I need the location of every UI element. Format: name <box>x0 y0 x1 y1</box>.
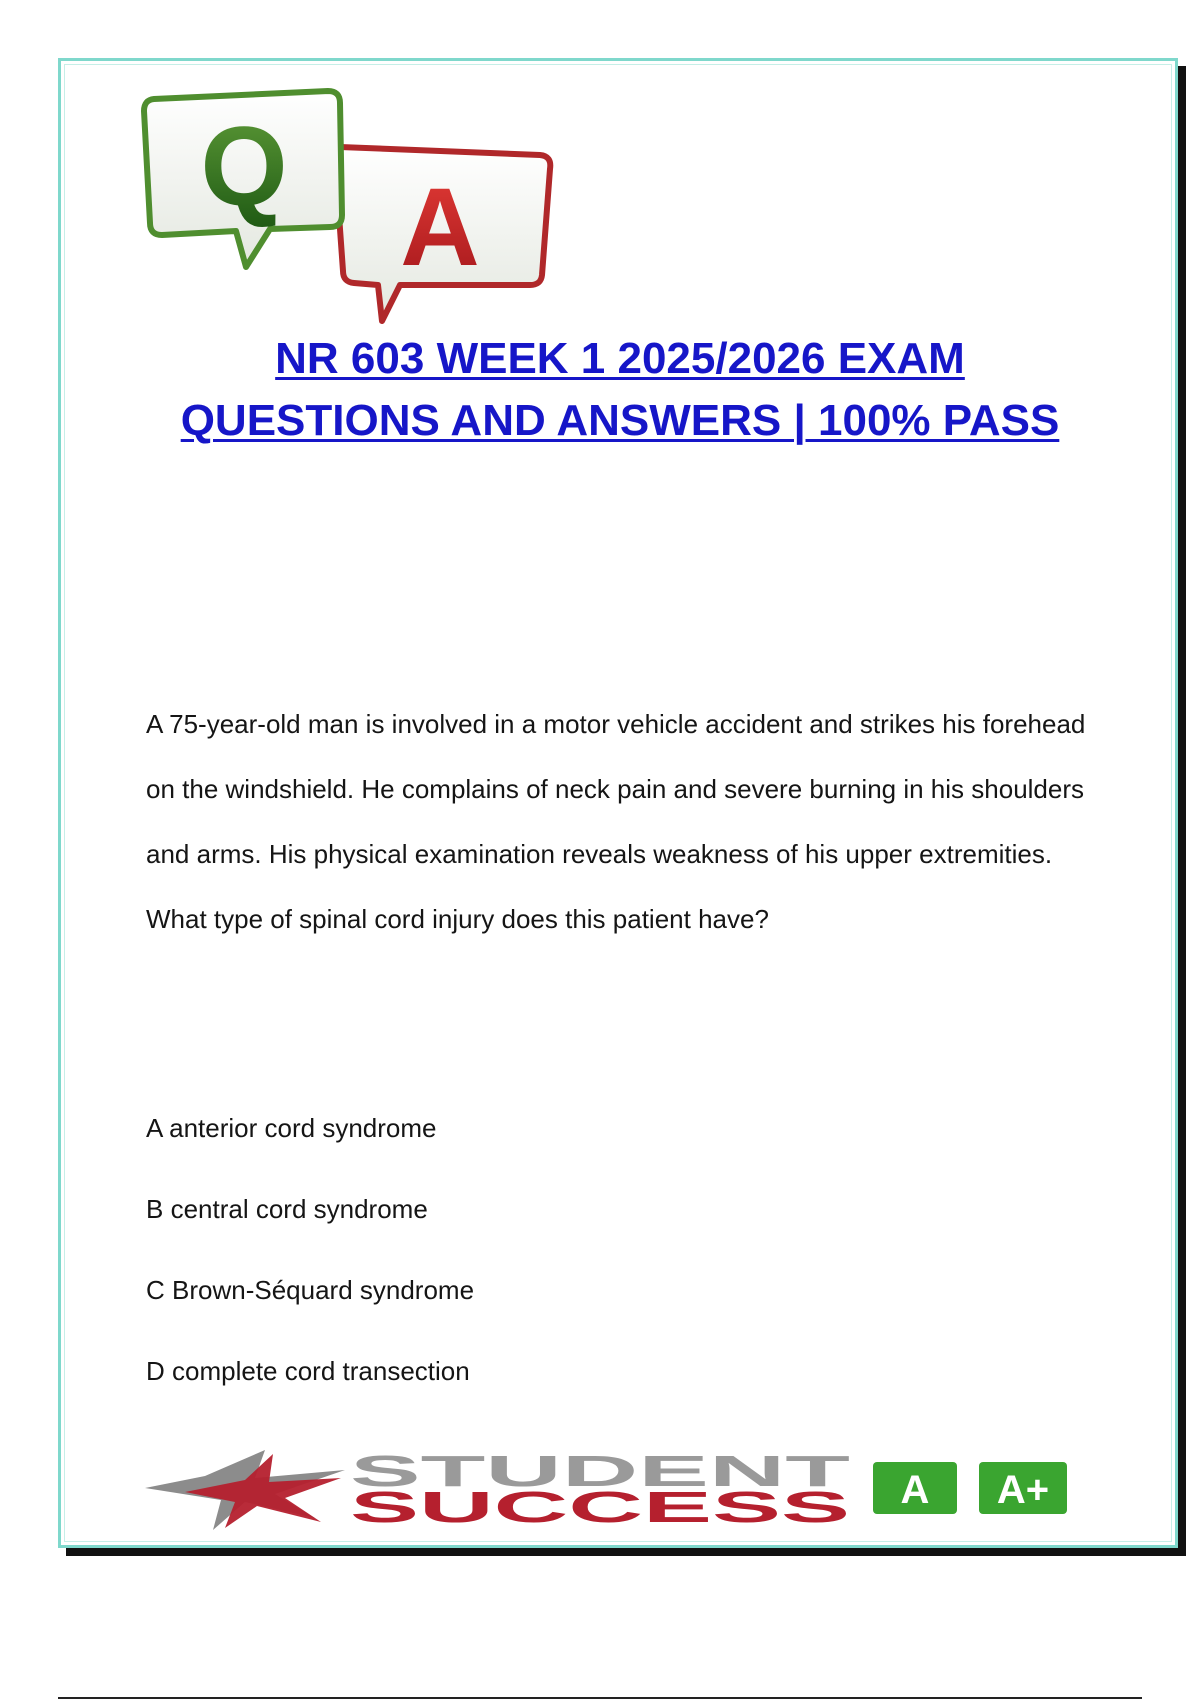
option-c: C Brown-Séquard syndrome <box>146 1275 475 1305</box>
option-d: D complete cord transection <box>146 1356 470 1386</box>
badge-a-plus <box>979 1462 1067 1514</box>
badge-a <box>873 1462 957 1514</box>
q-speech-bubble <box>144 91 342 267</box>
student-wordmark: STUDENT <box>350 1448 851 1496</box>
question-text: A 75-year-old man is involved in a motor vehicle accident and strikes his forehead on the windshield. He complains of neck pain and severe burning in his shoulders and arms. His physical examination reveals weakness of his upper extremities. What type of spinal cord injury does this patient have? <box>146 709 1086 934</box>
star-icon <box>145 1450 345 1530</box>
qa-logo <box>140 85 560 325</box>
a-letter: A <box>400 166 480 289</box>
q-letter: Q <box>200 104 288 229</box>
a-speech-bubble <box>335 147 550 321</box>
option-b: B central cord syndrome <box>146 1194 428 1224</box>
badge-a-plus-label: A+ <box>996 1468 1050 1512</box>
student-success-logo <box>145 1448 1085 1530</box>
page-title: NR 603 WEEK 1 2025/2026 EXAM QUESTIONS AND ANSWERS | 100% PASS <box>180 334 1060 445</box>
success-wordmark: SUCCESS <box>350 1483 850 1530</box>
answer-options <box>146 1110 1046 1434</box>
badge-a-label: A <box>900 1468 930 1512</box>
option-a: A anterior cord syndrome <box>146 1113 437 1143</box>
bottom-rule <box>58 1697 1142 1699</box>
